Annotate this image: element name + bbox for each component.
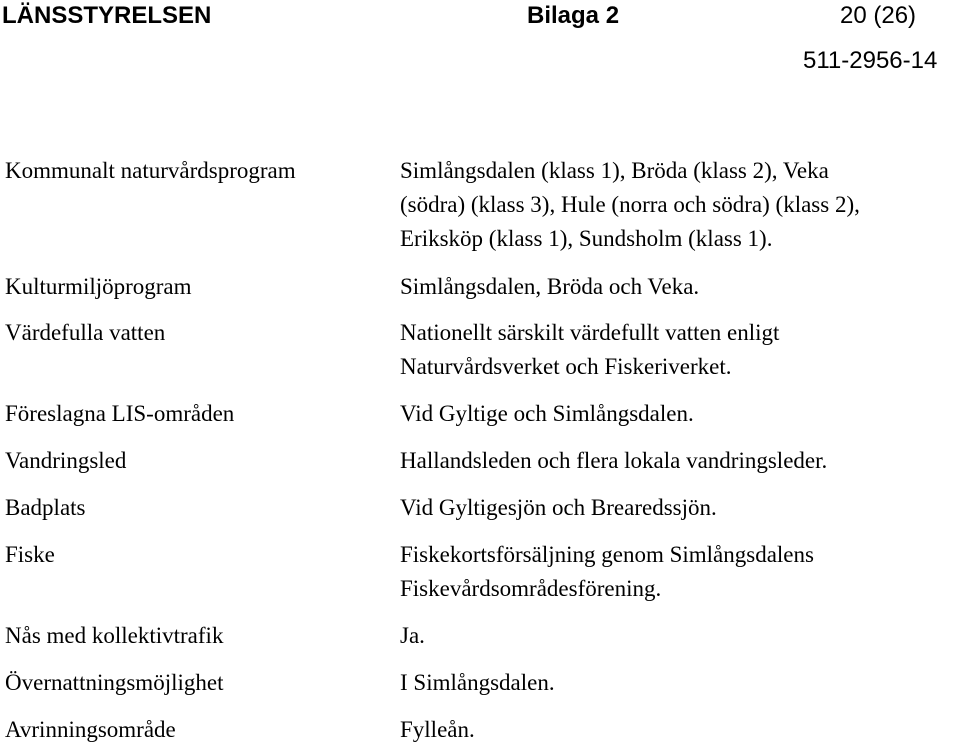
- row-value-line: Nationellt särskilt värdefullt vatten enligt: [400, 320, 780, 345]
- row-value: [400, 666, 955, 700]
- row-label: Vandringsled: [5, 448, 127, 473]
- row-value-line: Hallandsleden och flera lokala vandringsleder.: [400, 448, 828, 473]
- row-value: [400, 316, 955, 384]
- row-value-line: Simlångsdalen, Bröda och Veka.: [400, 274, 700, 299]
- row-value-line: Fylleån.: [400, 717, 475, 742]
- row-value-line: I Simlångsdalen.: [400, 670, 555, 695]
- row-value-line: Vid Gyltige och Simlångsdalen.: [400, 401, 694, 426]
- row-value: [400, 538, 955, 606]
- row-value-line: Ja.: [400, 623, 425, 648]
- row-value: [400, 444, 955, 478]
- row-value: [400, 713, 955, 747]
- row-label: Föreslagna LIS-områden: [5, 401, 235, 426]
- row-value-line: Simlångsdalen (klass 1), Bröda (klass 2), Veka: [400, 158, 829, 183]
- row-value-line: Vid Gyltigesjön och Brearedssjön.: [400, 495, 717, 520]
- row-label: Badplats: [5, 495, 86, 520]
- row-label: Kommunalt naturvårdsprogram: [5, 158, 296, 183]
- row-value-line: Eriksköp (klass 1), Sundsholm (klass 1).: [400, 226, 773, 251]
- appendix-label: Bilaga 2: [527, 2, 620, 29]
- row-value-line: Fiskevårdsområdesförening.: [400, 576, 662, 601]
- row-value-line: Naturvårdsverket och Fiskeriverket.: [400, 354, 732, 379]
- page-number: 20 (26): [840, 2, 917, 29]
- organization-name: LÄNSSTYRELSEN: [2, 2, 212, 29]
- row-value: [400, 397, 955, 431]
- row-label: Fiske: [5, 542, 55, 567]
- row-value: [400, 154, 955, 256]
- row-value: [400, 619, 955, 653]
- row-label: Nås med kollektivtrafik: [5, 623, 224, 648]
- row-label: Kulturmiljöprogram: [5, 274, 192, 299]
- row-value-line: (södra) (klass 3), Hule (norra och södra) (klass 2),: [400, 192, 860, 217]
- row-label: Avrinningsområde: [5, 717, 176, 742]
- row-label: Värdefulla vatten: [5, 320, 166, 345]
- row-value: [400, 270, 955, 304]
- row-value-line: Fiskekortsförsäljning genom Simlångsdalens: [400, 542, 814, 567]
- row-label: Övernattningsmöjlighet: [5, 670, 224, 695]
- reference-number: 511-2956-14: [803, 47, 938, 74]
- row-value: [400, 491, 955, 525]
